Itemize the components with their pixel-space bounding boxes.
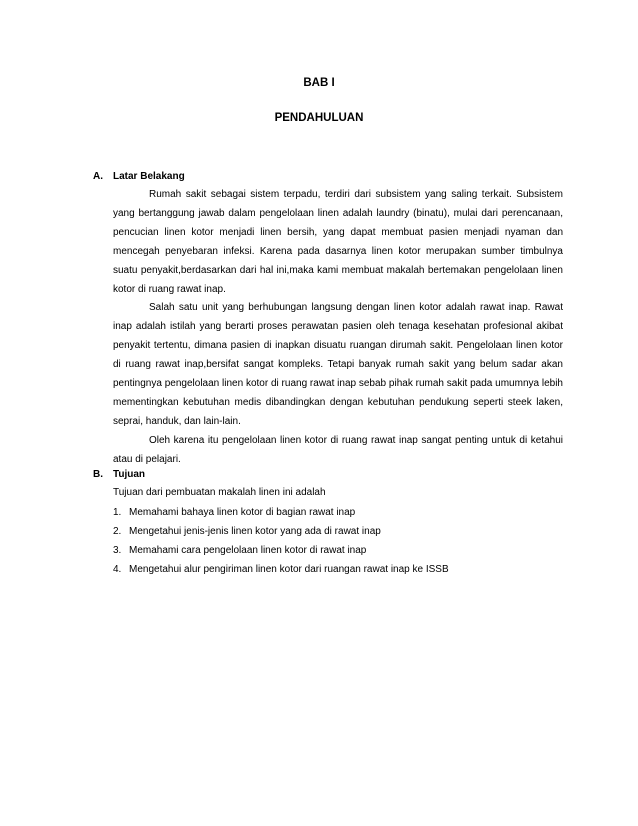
item-number: 4. [113, 563, 122, 575]
paragraph: Rumah sakit sebagai sistem terpadu, terdiri dari subsistem yang saling terkait. Subsistem yang bertanggung jawab dalam pengelolaan linen adalah laundry (binatu), mulai dari perencanaan, pencucian linen kotor menjadi linen bersih, yang dapat membuat pasien menjadi nyaman dan mencegah penyebaran infeksi. Karena pada dasarnya linen kotor merupakan sumber timbulnya suatu penyakit,berdasarkan dari hal ini,maka kami membuat makalah bertemakan pengelolaan linen kotor di ruang rawat inap. [113, 189, 563, 295]
item-number: 2. [113, 525, 122, 537]
chapter-label: BAB I [303, 77, 335, 89]
item-text: Memahami bahaya linen kotor di bagian rawat inap [129, 506, 356, 518]
list-item [113, 560, 563, 579]
section-latar-belakang [93, 167, 563, 470]
list-item [113, 503, 563, 522]
section-title: Tujuan [113, 469, 146, 480]
chapter-title: PENDAHULUAN [274, 112, 364, 124]
section-tujuan [93, 465, 563, 579]
objectives-list [113, 503, 563, 579]
paragraph: Oleh karena itu pengelolaan linen kotor di ruang rawat inap sangat penting untuk di ketahui atau di pelajari. [113, 434, 563, 465]
paragraph: Salah satu unit yang berhubungan langsung dengan linen kotor adalah rawat inap. Rawat inap adalah istilah yang berarti proses perawatan pasien oleh tenaga kesehatan profesional akibat penyakit tertentu, dimana pasien di inapkan disuatu ruangan dirumah sakit. Pengelolaan linen kotor di ruang rawat inap,bersifat sangat kompleks. Tetapi banyak rumah sakit yang belum sadar akan pentingnya pengelolaan linen kotor di ruang rawat inap sebab pihak rumah sakit pada umumnya lebih mementingkan kebutuhan medis dibandingkan dengan kebutuhan pendukung seperti steek laken, seprai, handuk, dan lain-lain. [113, 302, 563, 427]
item-number: 1. [113, 506, 122, 518]
section-number: B. [93, 469, 103, 480]
item-text: Mengetahui jenis-jenis linen kotor yang ada di rawat inap [129, 525, 381, 537]
item-text: Mengetahui alur pengiriman linen kotor dari ruangan rawat inap ke ISSB [129, 563, 449, 575]
section-body [113, 186, 563, 470]
item-text: Memahami cara pengelolaan linen kotor di rawat inap [129, 544, 367, 556]
list-item [113, 522, 563, 541]
section-number: A. [93, 171, 103, 182]
list-item [113, 541, 563, 560]
item-number: 3. [113, 544, 122, 556]
section-body [113, 484, 563, 579]
section-heading [93, 465, 563, 484]
section-title: Latar Belakang [113, 171, 185, 182]
section-heading [93, 167, 563, 186]
intro-text: Tujuan dari pembuatan makalah linen ini adalah [113, 487, 326, 498]
